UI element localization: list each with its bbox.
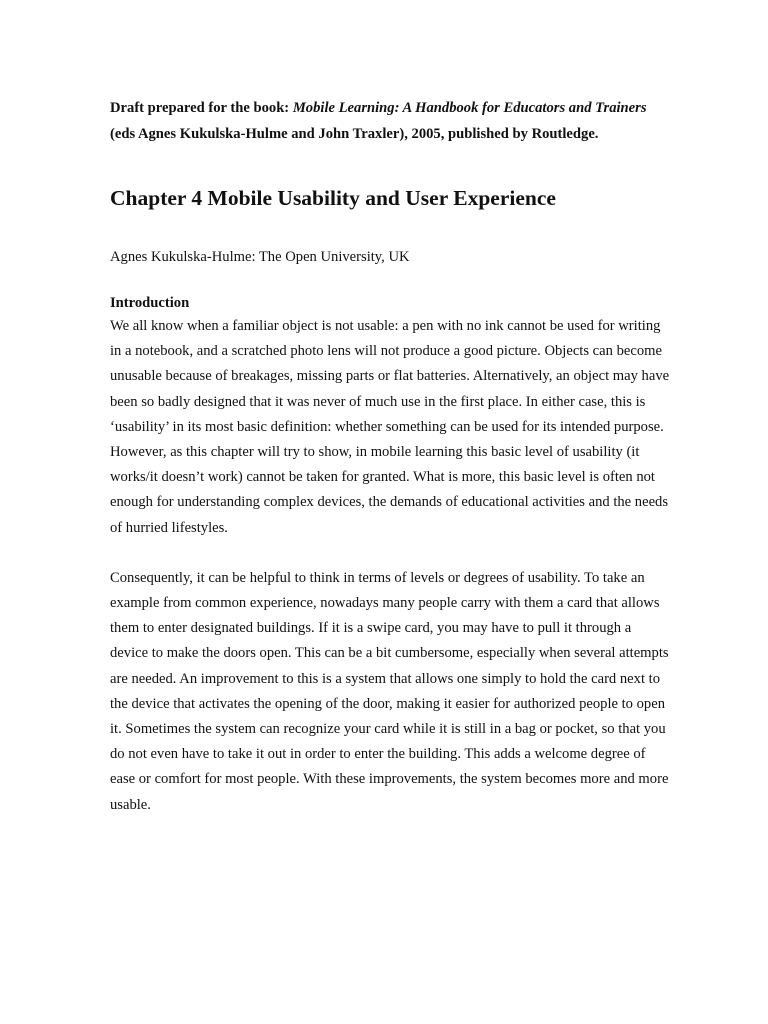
chapter-title: Chapter 4 Mobile Usability and User Experience <box>110 186 556 210</box>
book-title: Mobile Learning: A Handbook for Educators and Trainers <box>292 100 647 116</box>
author-line: Agnes Kukulska-Hulme: The Open University, UK <box>110 249 410 265</box>
body-paragraph: Consequently, it can be helpful to think in terms of levels or degrees of usability. To take an example from common experience, nowadays many people carry with them a card that allows them to enter designated buildings. If it is a swipe card, you may have to pull it through a device to make the doors open. This can be a bit cumbersome, especially when several attempts are needed. An improvement to this is a system that allows one simply to hold the card next to the device that activates the opening of the door, making it easier for authorized people to open it. Sometimes the system can recognize your card while it is still in a bag or pocket, so that you do not even have to take it out in order to enter the building. This adds a welcome degree of ease or comfort for most people. With these improvements, the system becomes more and more usable. <box>110 569 669 813</box>
draft-note <box>110 96 670 147</box>
section-heading-introduction: Introduction <box>110 295 190 311</box>
body-paragraph: We all know when a familiar object is not usable: a pen with no ink cannot be used for writing in a notebook, and a scratched photo lens will not produce a good picture. Objects can become unusable because of breakages, missing parts or flat batteries. Alternatively, an object may have been so badly designed that it was never of much use in the first place. In either case, this is ‘usability’ in its most basic definition: whether something can be used for its intended purpose. However, as this chapter will try to show, in mobile learning this basic level of usability (it works/it doesn’t work) cannot be taken for granted. What is more, this basic level is often not enough for understanding complex devices, the demands of educational activities and the needs of hurried lifestyles. <box>110 318 670 536</box>
draft-note-prefix: Draft prepared for the book: <box>110 100 293 116</box>
document-page <box>110 96 670 818</box>
draft-note-suffix: (eds Agnes Kukulska-Hulme and John Traxler), 2005, published by Routledge. <box>110 125 599 142</box>
